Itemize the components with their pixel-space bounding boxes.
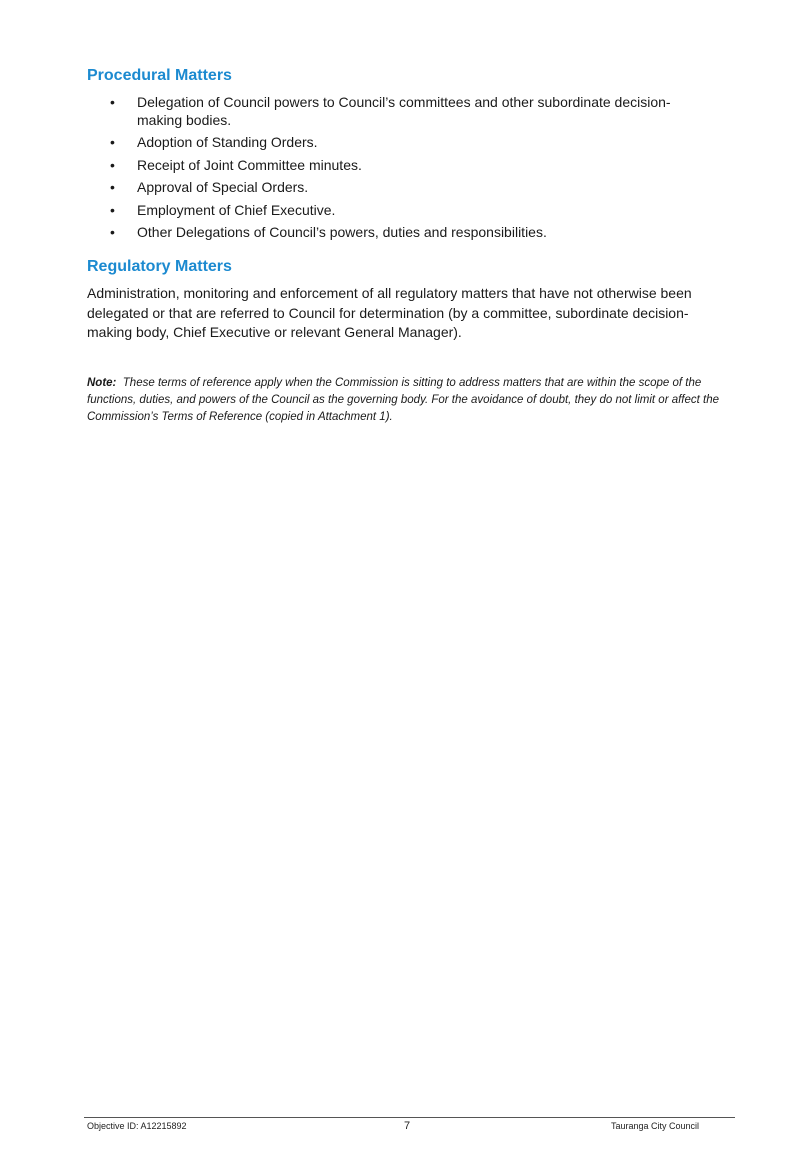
footer-page-number: 7 <box>404 1120 411 1132</box>
procedural-matters-heading: Procedural Matters <box>87 67 232 84</box>
list-item: • Receipt of Joint Committee minutes. <box>108 156 708 174</box>
list-item: • Delegation of Council powers to Council’s committees and other subordinate decision-making bodies. <box>108 93 708 129</box>
note-label: Note: <box>87 377 117 389</box>
footer-organization: Tauranga City Council <box>611 1121 700 1131</box>
footer-objective-id: Objective ID: A12215892 <box>87 1121 187 1131</box>
list-item: • Employment of Chief Executive. <box>108 201 708 219</box>
regulatory-matters-paragraph: Administration, monitoring and enforcement of all regulatory matters that have not otherwise been delegated or that are referred to Council for determination (by a committee, subordinate decision-making body, Chief Executive or relevant General Manager). <box>87 285 692 340</box>
note-text: These terms of reference apply when the Commission is sitting to address matters that are within the scope of the functions, duties, and powers of the Council as the governing body. For the avoidance of doubt, they do not limit or affect the Commission’s Terms of Reference (copied in Attachment 1). <box>87 377 720 423</box>
footer-divider <box>84 1117 735 1118</box>
list-item: • Other Delegations of Council’s powers, duties and responsibilities. <box>108 223 708 241</box>
regulatory-matters-heading: Regulatory Matters <box>87 258 232 275</box>
note-paragraph <box>87 375 727 426</box>
procedural-matters-list <box>108 93 708 245</box>
list-item: • Approval of Special Orders. <box>108 178 708 196</box>
list-item: • Adoption of Standing Orders. <box>108 133 708 151</box>
